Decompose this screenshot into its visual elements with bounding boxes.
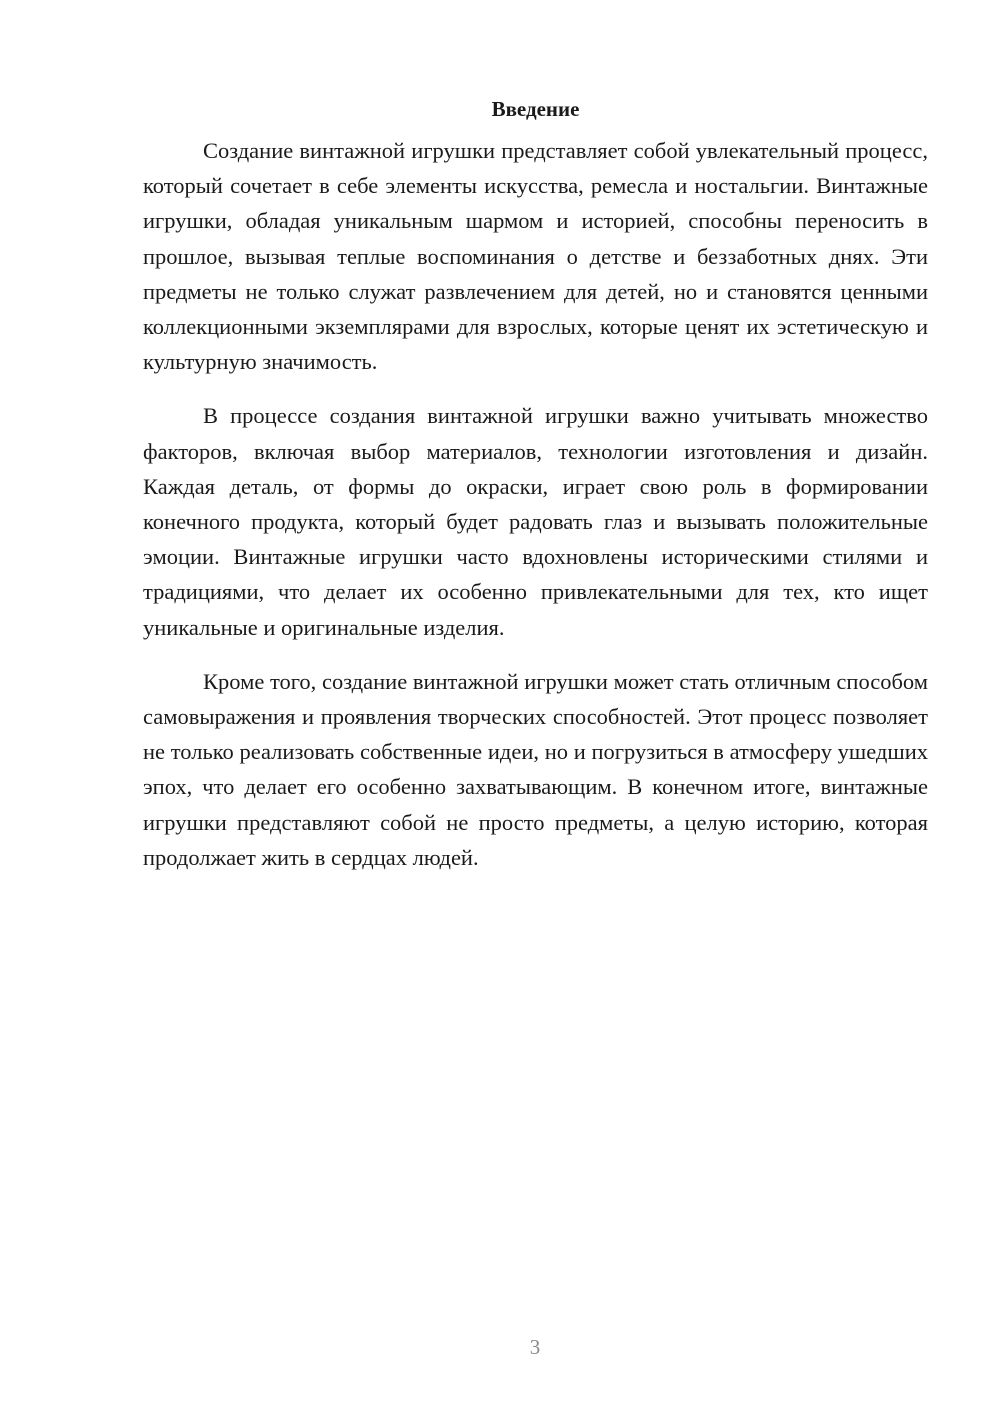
paragraph-2: В процессе создания винтажной игрушки важно учитывать множество факторов, включая выбор материалов, технологии изготовления и дизайн. Каждая деталь, от формы до окраски, играет свою роль в формировании конечного продукта, который будет радовать глаз и вызывать положительные эмоции. Винтажные игрушки часто вдохновлены историческими стилями и традициями, что делает их особенно привлекательными для тех, кто ищет уникальные и оригинальные изделия. — [143, 403, 928, 640]
paragraph-1: Создание винтажной игрушки представляет собой увлекательный процесс, который сочетает в себе элементы искусства, ремесла и ностальгии. Винтажные игрушки, обладая уникальным шармом и историей, способны переносить в прошлое, вызывая теплые воспоминания о детстве и беззаботных днях. Эти предметы не только служат развлечением для детей, но и становятся ценными коллекционными экземплярами для взрослых, которые ценят их эстетическую и культурную значимость. — [143, 138, 928, 375]
section-title: Введение — [491, 97, 580, 121]
paragraph-3: Кроме того, создание винтажной игрушки может стать отличным способом самовыражения и проявления творческих способностей. Этот процесс позволяет не только реализовать собственные идеи, но и погрузиться в атмосферу ушедших эпох, что делает его особенно захватывающим. В конечном итоге, винтажные игрушки представляют собой не просто предметы, а целую историю, которая продолжает жить в сердцах людей. — [143, 668, 928, 870]
page-content — [143, 92, 928, 894]
page-number: 3 — [529, 1335, 541, 1359]
